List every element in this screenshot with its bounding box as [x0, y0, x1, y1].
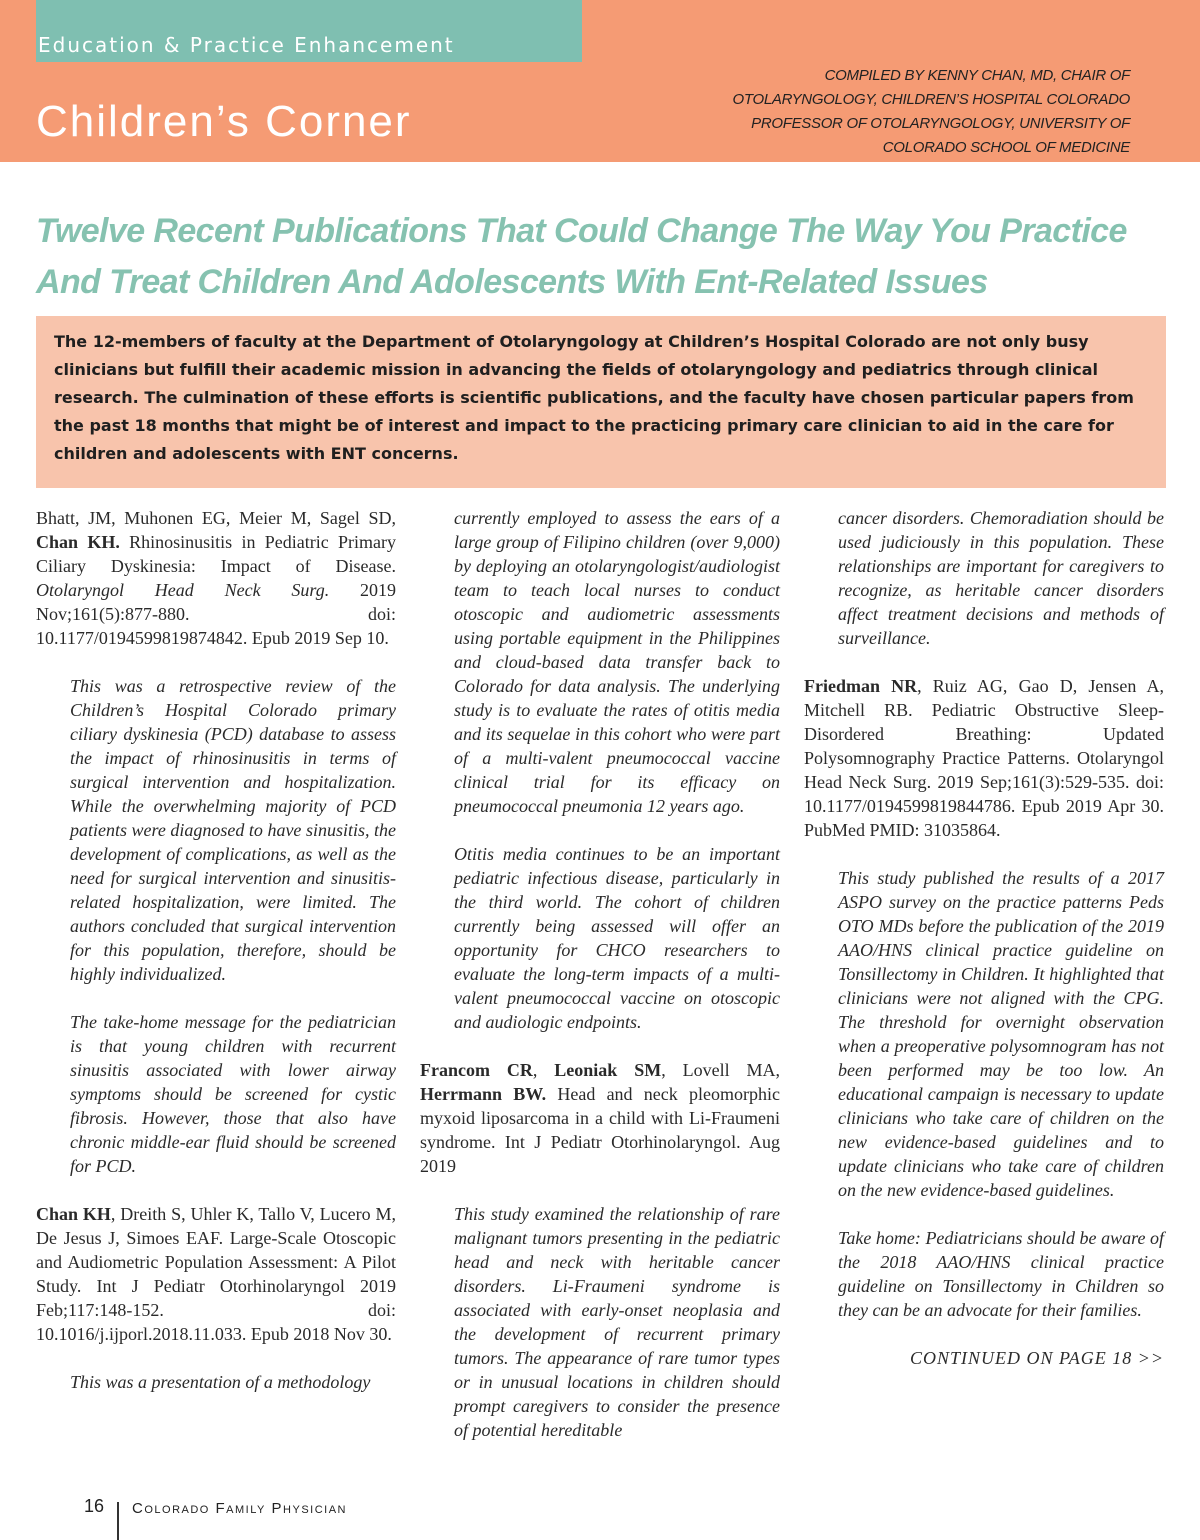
takehome-bhatt: The take-home message for the pediatrician is that young children with recurrent sinusitis associated with lower airway symptoms should be screened for cystic fibrosis. However, those that also have chronic middle-ear fluid should be screened for PCD. — [70, 1012, 396, 1176]
citation-lead-author: Chan KH. — [36, 532, 120, 552]
takehome-chan: Otitis media continues to be an important pediatric infectious disease, particularly in the third world. The cohort of children currently being assessed will offer an opportunity for CHCO researchers to evaluate the long-term impacts of a multi-valent pneumococcal vaccine on otoscopic and audiologic endpoints. — [454, 844, 780, 1032]
takehome-friedman: Take home: Pediatricians should be aware of the 2018 AAO/HNS clinical practice guideline on Tonsillectomy in Children so they can be an advocate for their families. — [838, 1228, 1164, 1320]
summary-chan-cont: currently employed to assess the ears of a large group of Filipino children (over 9,000) by deploying an otolaryngologist/audiologist team to teach local nurses to conduct otoscopic and audiometric assessments using portable equipment in the Philippines and cloud-based data transfer back to Colorado for data analysis. The underlying study is to evaluate the rates of otitis media and its sequelae in this cohort who were part of a multi-valent pneumococcal vaccine clinical trial for its efficacy on pneumococcal pneumonia 12 years ago. — [454, 508, 780, 816]
citation-author: Francom CR — [420, 1060, 533, 1080]
citation-lead-author: Friedman NR — [804, 676, 918, 696]
continued-link[interactable]: CONTINUED ON PAGE 18 >> — [910, 1348, 1164, 1368]
summary-bhatt: This was a retrospective review of the Children’s Hospital Colorado primary ciliary dyskinesia (PCD) database to assess the impact of rhinosinusitis in terms of surgical intervention and hospitalization. While the overwhelming majority of PCD patients were diagnosed to have sinusitis, the development of complications, as well as the need for surgical intervention and sinusitis-related hospitalization, were limited. The authors concluded that surgical intervention for this population, therefore, should be highly individualized. — [70, 676, 396, 984]
citation-title: Rhinosinusitis in Pediatric Primary Ciliary Dyskinesia: Impact of Disease. — [36, 532, 396, 576]
citation-details: , Dreith S, Uhler K, Tallo V, Lucero M, De Jesus J, Simoes EAF. Large-Scale Otoscopic and Audiometric Population Assessment: A Pilot Study. Int J Pediatr Otorhinolaryngol 2019 Feb;117:148-152. doi: 10.1016/j.ijporl.2018.11.033. Epub 2018 Nov 30. — [36, 1204, 396, 1344]
summary-francom-cont: cancer disorders. Chemoradiation should be used judiciously in this population. These relationships are important for caregivers to recognize, as heritable cancer disorders affect treatment decisions and methods of surveillance. — [838, 508, 1164, 648]
compiled-by: COMPILED BY KENNY CHAN, MD, CHAIR OF OTOLARYNGOLOGY, CHILDREN’S HOSPITAL COLORADO PROFESSOR OF OTOLARYNGOLOGY, UNIVERSITY OF COLORADO SCHOOL OF MEDICINE — [732, 67, 1130, 156]
column-1 — [36, 506, 396, 1394]
citation-details: 2019 Nov;161(5):877-880. doi: 10.1177/0194599819874842. Epub 2019 Sep 10. — [36, 580, 397, 648]
footer-divider — [117, 1502, 119, 1540]
page-number: 16 — [84, 1496, 105, 1516]
section-tab — [36, 0, 582, 62]
citation-details: , Ruiz AG, Gao D, Jensen A, Mitchell RB. Pediatric Obstructive Sleep-Disordered Breathing: Updated Polysomnography Practice Patterns. Otolaryngol Head Neck Surg. 2019 Sep;161(3):529-535. doi: 10.1177/0194599819844786. Epub 2019 Apr 30. PubMed PMID: 31035864. — [804, 676, 1164, 840]
citation-lead-author: Chan KH — [36, 1204, 111, 1224]
citation-chan — [36, 1202, 396, 1346]
citation-author: Leoniak SM — [554, 1060, 662, 1080]
citation-details: Head and neck pleomorphic myxoid liposarcoma in a child with Li-Fraumeni syndrome. Int J Pediatr Otorhinolaryngol. Aug 2019 — [420, 1084, 781, 1176]
citation-bhatt — [36, 506, 396, 650]
column-title: Children’s Corner — [36, 97, 412, 146]
citation-friedman — [804, 674, 1164, 842]
summary-chan-start: This was a presentation of a methodology — [70, 1372, 371, 1392]
summary-friedman: This study published the results of a 2017 ASPO survey on the practice patterns Peds OTO MDs before the publication of the 2019 AAO/HNS clinical practice guideline on Tonsillectomy in Children. It highlighted that clinicians were not aligned with the CPG. The threshold for overnight observation when a preoperative polysomnogram has not been performed may be too low. An educational campaign is necessary to update clinicians who take care of children on the new evidence-based guidelines and to update clinicians who take care of children on the new evidence-based guidelines. — [838, 868, 1164, 1200]
column-2 — [420, 506, 780, 1442]
citation-authors: Bhatt, JM, Muhonen EG, Meier M, Sagel SD, — [36, 508, 396, 528]
article-headline: Twelve Recent Publications That Could Change The Way You Practice And Treat Children And Adolescents With Ent-Related Issues — [36, 212, 1127, 301]
citation-francom: Francom CR, Leoniak SM, Lovell MA, Herrmann BW. Head and neck pleomorphic myxoid liposarcoma in a child with Li-Fraumeni syndrome. Int J Pediatr Otorhinolaryngol. Aug 2019 — [420, 1060, 781, 1176]
intro-box — [36, 316, 1166, 488]
intro-text: The 12-members of faculty at the Department of Otolaryngology at Children’s Hospital Colorado are not only busy clinicians but fulfill their academic mission in advancing the fields of otolaryngology and pediatrics through clinical research. The culmination of these efforts is scientific publications, and the faculty have chosen particular papers from the past 18 months that might be of interest and impact to the practicing primary care clinician to aid in the care for children and adolescents with ENT concerns. — [54, 332, 1134, 463]
section-label: Education & Practice Enhancement — [38, 33, 455, 57]
citation-journal: Otolaryngol Head Neck Surg. — [36, 580, 330, 600]
citation-author: Herrmann BW. — [420, 1084, 547, 1104]
column-3 — [804, 506, 1164, 1370]
publication-name: Colorado Family Physician — [132, 1500, 347, 1517]
summary-francom-start: This study examined the relationship of rare malignant tumors presenting in the pediatric head and neck with heritable cancer disorders. Li-Fraumeni syndrome is associated with early-onset neoplasia and the development of recurrent primary tumors. The appearance of rare tumor types or in unusual locations in children should prompt caregivers to consider the presence of potential hereditable — [454, 1204, 780, 1440]
